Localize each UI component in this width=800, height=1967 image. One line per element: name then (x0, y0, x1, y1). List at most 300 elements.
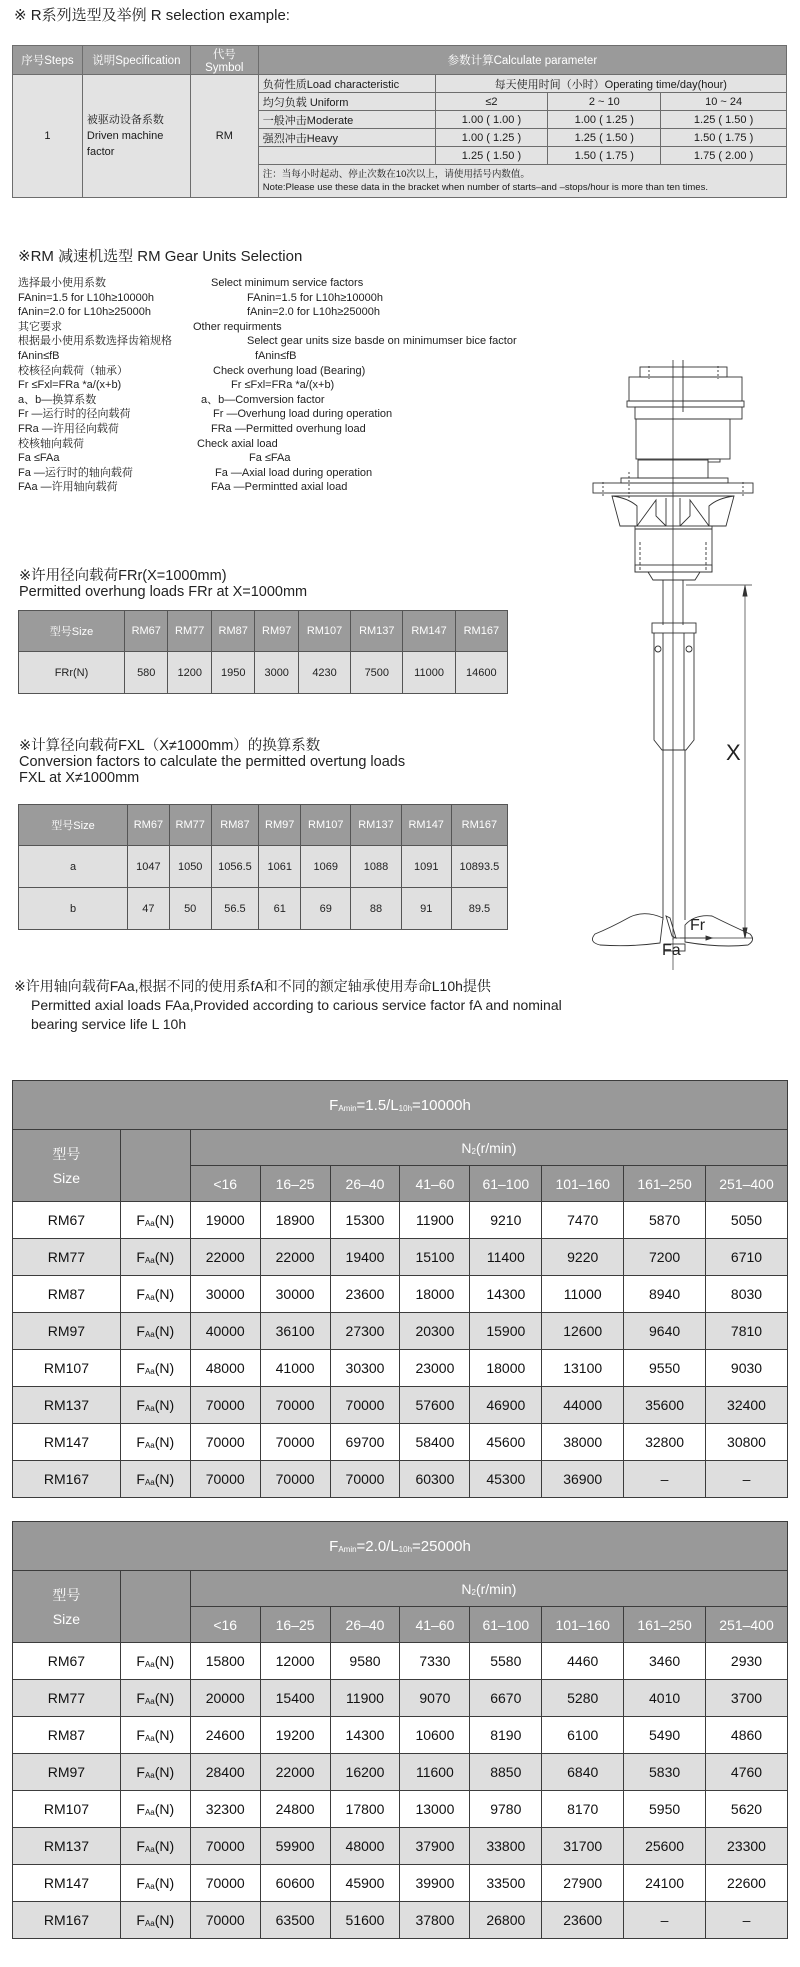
axial-load-value: 4760 (706, 1754, 788, 1791)
axial-load-value: 70000 (260, 1387, 330, 1424)
axial-load-value: 22000 (190, 1239, 260, 1276)
axial-load-value: 9550 (624, 1350, 706, 1387)
unit-end: (N) (154, 1653, 175, 1669)
unit-subscript: Aa (144, 1845, 155, 1854)
axial-load-value: 24800 (260, 1791, 330, 1828)
axial-load-value: 6100 (542, 1717, 624, 1754)
factor-b-cell: 91 (401, 888, 451, 930)
selection-line-en: fAnin=2.0 for L10h≥25000h (247, 306, 380, 319)
axial-load-value: 15300 (330, 1202, 400, 1239)
unit-subscript: Aa (144, 1293, 155, 1302)
selection-line-en: Select gear units size basde on minimumser bice factor (247, 335, 517, 348)
unit-end: (N) (154, 1323, 175, 1339)
frr-row-label: FRr(N) (19, 652, 125, 694)
size-header-cell: RM107 (298, 611, 350, 652)
size-header-cell: RM147 (403, 611, 455, 652)
axial-load-value: 60600 (260, 1865, 330, 1902)
table-row (13, 1461, 788, 1498)
axial-load-value: 70000 (190, 1828, 260, 1865)
size-cell: RM147 (13, 1865, 121, 1902)
axial-load-value: 46900 (470, 1387, 542, 1424)
size-header-cell: RM137 (351, 805, 401, 846)
selection-line (18, 334, 558, 349)
axial-load-value: 8030 (706, 1276, 788, 1313)
selection-line-cn: 校核径向载荷（轴承） (18, 364, 128, 377)
axial-load-value: 23600 (542, 1902, 624, 1939)
unit-f: F (136, 1764, 145, 1780)
size-header-cell: RM147 (401, 805, 451, 846)
speed-range-header: 101–160 (542, 1166, 624, 1202)
size-header-cell: RM97 (255, 611, 298, 652)
unit-subscript: Aa (144, 1478, 155, 1487)
note-en: Note:Please use these data in the bracket when number of starts–and –stops/hour is more than ten times. (262, 182, 708, 193)
axial-load-value: 11600 (400, 1754, 470, 1791)
speed-range-header: 61–100 (470, 1607, 542, 1643)
selection-line (18, 466, 558, 481)
spec-cn: 被驱动设备系数 (86, 114, 164, 126)
size-cell: RM107 (13, 1791, 121, 1828)
size-cell: RM97 (13, 1754, 121, 1791)
table-row (13, 1202, 788, 1239)
selection-line-en: Select minimum service factors (211, 277, 364, 289)
axial-load-value: 70000 (260, 1461, 330, 1498)
axial-load-value: 9780 (470, 1791, 542, 1828)
table-row (13, 1717, 788, 1754)
table-row (13, 1902, 788, 1939)
size-cell: RM107 (13, 1350, 121, 1387)
axial-load-value: 3460 (624, 1643, 706, 1680)
selection-line-cn: a、b—换算系数 (18, 393, 97, 406)
axial-load-value: 5050 (706, 1202, 788, 1239)
gearbox-body (636, 419, 730, 459)
top-cap (640, 367, 727, 377)
axial-load-value: 7330 (400, 1643, 470, 1680)
axial-load-value: 48000 (330, 1828, 400, 1865)
speed-unit: (r/min) (475, 1139, 517, 1156)
frr-value-cell: 14600 (455, 652, 507, 694)
size-header-en: Size (52, 1169, 81, 1186)
speed-range-header: 61–100 (470, 1166, 542, 1202)
unit-f: F (136, 1875, 145, 1891)
axial-load-value: 3700 (706, 1680, 788, 1717)
table-row (13, 1350, 788, 1387)
axial-load-value: 14300 (470, 1276, 542, 1313)
factor-b-label: b (19, 888, 128, 930)
operating-time-header: 每天使用时间（小时）Operating time/day(hour) (435, 75, 786, 93)
axial-title-en-2: bearing service life L 10h (31, 1016, 187, 1032)
section-title-r-selection: ※ R系列选型及举例 R selection example: (14, 7, 290, 24)
table-row (13, 1424, 788, 1461)
fa-label: Fa (662, 942, 681, 959)
axial-load-value: 35600 (624, 1387, 706, 1424)
frr-value-cell: 1200 (168, 652, 211, 694)
axial-load-value: 36100 (260, 1313, 330, 1350)
title-mid: =1.5/L (356, 1096, 399, 1114)
axial-load-value: 57600 (400, 1387, 470, 1424)
axial-load-value: 11400 (470, 1239, 542, 1276)
axial-load-value: 22000 (260, 1754, 330, 1791)
unit-subscript: Aa (144, 1441, 155, 1450)
factor-cell: 1.25 ( 1.50 ) (661, 111, 787, 129)
table-row (13, 1239, 788, 1276)
fxl-title-cn: ※计算径向载荷FXL（X≠1000mm）的换算系数 (19, 738, 321, 754)
unit-header-blank (120, 1130, 190, 1202)
factor-a-label: a (19, 846, 128, 888)
table-row (13, 1680, 788, 1717)
section-title-gear-units-selection: ※RM 减速机选型 RM Gear Units Selection (18, 248, 303, 265)
unit-end: (N) (154, 1434, 175, 1450)
speed-range-header: <16 (190, 1166, 260, 1202)
size-cell: RM97 (13, 1313, 121, 1350)
axial-load-value: 15400 (260, 1680, 330, 1717)
unit-cell (120, 1239, 190, 1276)
size-cell: RM147 (13, 1424, 121, 1461)
axial-load-value: 70000 (260, 1424, 330, 1461)
speed-range-header: 251–400 (706, 1166, 788, 1202)
selection-line-en: Check axial load (197, 437, 278, 450)
factor-cell: 1.00 ( 1.00 ) (435, 111, 548, 129)
axial-load-value: 70000 (330, 1387, 400, 1424)
factor-cell: 2 ~ 10 (548, 93, 661, 111)
table-note (258, 165, 786, 198)
axial-load-value: – (624, 1461, 706, 1498)
axial-load-value: 69700 (330, 1424, 400, 1461)
frr-title (19, 568, 307, 600)
axial-load-value: – (624, 1902, 706, 1939)
axial-load-value: 6840 (542, 1754, 624, 1791)
unit-subscript: Aa (144, 1660, 155, 1669)
axial-load-value: 59900 (260, 1828, 330, 1865)
axial-load-value: 13100 (542, 1350, 624, 1387)
unit-cell (120, 1461, 190, 1498)
specification-cell (82, 75, 190, 198)
factor-b-cell: 89.5 (451, 888, 507, 930)
axial-load-value: 16200 (330, 1754, 400, 1791)
note-cn: 注：当每小时起动、停止次数在10次以上，请使用括号内数值。 (262, 169, 530, 180)
axial-load-value: 4860 (706, 1717, 788, 1754)
unit-end: (N) (154, 1212, 175, 1228)
unit-subscript: Aa (144, 1404, 155, 1413)
axial-load-value: 32400 (706, 1387, 788, 1424)
axial-load-value: 18000 (400, 1276, 470, 1313)
axial-load-value: 45900 (330, 1865, 400, 1902)
axial-load-value: 8170 (542, 1791, 624, 1828)
frr-title-en: Permitted overhung loads FRr at X=1000mm (19, 584, 308, 600)
axial-load-value: 48000 (190, 1350, 260, 1387)
selection-line (18, 422, 558, 437)
selection-line-en: FRa —Permitted overhung load (211, 422, 366, 435)
axial-load-value: 60300 (400, 1461, 470, 1498)
size-header-cell: RM67 (128, 805, 170, 846)
fr-label: Fr (690, 917, 706, 934)
selection-line-en: Other requirments (193, 320, 282, 333)
selection-line (18, 393, 558, 408)
title-l-subscript: 10h (398, 1544, 413, 1554)
frr-value-cell: 3000 (255, 652, 298, 694)
frr-value-cell: 11000 (403, 652, 455, 694)
unit-cell (120, 1791, 190, 1828)
axial-load-value: 23600 (330, 1276, 400, 1313)
factor-cell: 1.25 ( 1.50 ) (435, 147, 548, 165)
axial-load-value: 18000 (470, 1350, 542, 1387)
unit-end: (N) (154, 1360, 175, 1376)
axial-load-value: 9220 (542, 1239, 624, 1276)
size-header-cell: RM107 (301, 805, 351, 846)
factor-b-cell: 88 (351, 888, 401, 930)
unit-f: F (136, 1690, 145, 1706)
axial-load-value: 9580 (330, 1643, 400, 1680)
unit-subscript: Aa (144, 1219, 155, 1228)
axial-load-value: 19400 (330, 1239, 400, 1276)
axial-load-value: 20300 (400, 1313, 470, 1350)
size-cell: RM67 (13, 1643, 121, 1680)
size-header-cell: RM87 (211, 611, 254, 652)
axial-load-value: 6670 (470, 1680, 542, 1717)
axial-load-value: 7470 (542, 1202, 624, 1239)
factor-b-cell: 56.5 (211, 888, 259, 930)
axial-load-value: 6710 (706, 1239, 788, 1276)
axial-load-value: 4010 (624, 1680, 706, 1717)
conversion-factor-table (18, 804, 508, 930)
axial-load-value: 37900 (400, 1828, 470, 1865)
unit-cell (120, 1313, 190, 1350)
unit-cell (120, 1828, 190, 1865)
axial-load-value: 22600 (706, 1865, 788, 1902)
speed-range-header: 161–250 (624, 1607, 706, 1643)
selection-line-cn: fAnin=2.0 for L10h≥25000h (18, 306, 151, 319)
axial-load-value: 4460 (542, 1643, 624, 1680)
unit-f: F (136, 1801, 145, 1817)
header-symbol: 代号Symbol (190, 46, 258, 75)
selection-line (18, 276, 558, 291)
factor-a-cell: 1056.5 (211, 846, 259, 888)
title-f: F (329, 1096, 339, 1114)
axial-load-title (14, 977, 562, 1034)
axial-load-value: 9210 (470, 1202, 542, 1239)
axial-title-en-1: Permitted axial loads FAa,Provided according to carious service factor fA and nominal (31, 997, 562, 1013)
factor-a-cell: 1088 (351, 846, 401, 888)
selection-line-en: Fa —Axial load during operation (215, 466, 373, 479)
selection-line-en: FAa —Permintted axial load (211, 481, 348, 494)
size-cell: RM167 (13, 1902, 121, 1939)
unit-cell (120, 1643, 190, 1680)
size-cell: RM67 (13, 1202, 121, 1239)
axial-load-value: 15800 (190, 1643, 260, 1680)
selection-line-cn: 其它要求 (18, 320, 62, 333)
spec-en-2: factor (86, 146, 115, 158)
header-steps: 序号Steps (13, 46, 83, 75)
speed-label: N (461, 1580, 472, 1597)
selection-line (18, 407, 558, 422)
size-header-cn: 型号 (52, 1145, 81, 1162)
axial-load-value: 27300 (330, 1313, 400, 1350)
factor-a-cell: 1050 (169, 846, 211, 888)
axial-load-value: 37800 (400, 1902, 470, 1939)
unit-end: (N) (154, 1838, 175, 1854)
axial-load-value: 70000 (190, 1461, 260, 1498)
speed-header (190, 1571, 787, 1607)
unit-subscript: Aa (144, 1734, 155, 1743)
axial-load-value: 9640 (624, 1313, 706, 1350)
table-row (13, 1313, 788, 1350)
factor-a-cell: 10893.5 (451, 846, 507, 888)
axial-load-value: 7200 (624, 1239, 706, 1276)
factor-cell: 1.50 ( 1.75 ) (548, 147, 661, 165)
unit-end: (N) (154, 1727, 175, 1743)
selection-line-cn: Fr —运行时的径向载荷 (18, 408, 131, 421)
axial-load-value: 14300 (330, 1717, 400, 1754)
selection-line-cn: fAnin≤fB (18, 349, 60, 362)
frr-value-cell: 580 (125, 652, 168, 694)
selection-line (18, 480, 558, 495)
axial-load-value: 24100 (624, 1865, 706, 1902)
unit-cell (120, 1424, 190, 1461)
table-row (13, 1643, 788, 1680)
unit-cell (120, 1276, 190, 1313)
selection-line-cn: FAa —许用轴向载荷 (18, 481, 118, 494)
agitator-gearbox-diagram (560, 340, 800, 970)
size-cell: RM77 (13, 1239, 121, 1276)
frr-table (18, 610, 508, 694)
axial-load-value: 18900 (260, 1202, 330, 1239)
fxl-title (19, 738, 405, 786)
unit-end: (N) (154, 1801, 175, 1817)
size-header-cell: RM77 (169, 805, 211, 846)
unit-end: (N) (154, 1875, 175, 1891)
size-cell: RM137 (13, 1828, 121, 1865)
unit-subscript: Aa (144, 1367, 155, 1376)
size-cell: RM87 (13, 1717, 121, 1754)
table-row (13, 1828, 788, 1865)
axial-load-value: 11900 (330, 1680, 400, 1717)
selection-steps (18, 276, 558, 495)
unit-subscript: Aa (144, 1697, 155, 1706)
size-header-cell: RM67 (125, 611, 168, 652)
axial-load-value: 13000 (400, 1791, 470, 1828)
speed-label: N (461, 1139, 472, 1156)
speed-header (190, 1130, 787, 1166)
frr-value-cell: 4230 (298, 652, 350, 694)
dimension-x-label: X (726, 740, 741, 765)
speed-unit: (r/min) (475, 1580, 517, 1597)
unit-f: F (136, 1397, 145, 1413)
unit-f: F (136, 1727, 145, 1743)
speed-range-header: 41–60 (400, 1607, 470, 1643)
unit-cell (120, 1902, 190, 1939)
table-title (13, 1081, 788, 1130)
axial-load-value: 31700 (542, 1828, 624, 1865)
speed-range-header: 161–250 (624, 1166, 706, 1202)
fxl-title-en-2: FXL at X≠1000mm (19, 770, 140, 786)
unit-subscript: Aa (144, 1919, 155, 1928)
selection-line-cn: Fa ≤FAa (18, 452, 60, 465)
size-header-cell: RM87 (211, 805, 259, 846)
size-header-cn: 型号 (52, 1586, 81, 1603)
axial-load-value: 5580 (470, 1643, 542, 1680)
unit-f: F (136, 1653, 145, 1669)
axial-load-value: 70000 (190, 1865, 260, 1902)
axial-load-value: 39900 (400, 1865, 470, 1902)
speed-subscript: 2 (471, 1587, 476, 1597)
axial-load-table-25000h (12, 1521, 788, 1939)
speed-range-header: 101–160 (542, 1607, 624, 1643)
step-number: 1 (13, 75, 83, 198)
title-l-subscript: 10h (398, 1103, 413, 1113)
axial-load-value: 9070 (400, 1680, 470, 1717)
axial-load-value: 2930 (706, 1643, 788, 1680)
load-label: 强烈冲击Heavy (258, 129, 435, 147)
selection-line (18, 291, 558, 306)
selection-line (18, 364, 558, 379)
axial-load-value: 15900 (470, 1313, 542, 1350)
load-label: 均匀负载 Uniform (258, 93, 435, 111)
frr-value-cell: 1950 (211, 652, 254, 694)
axial-load-value: – (706, 1461, 788, 1498)
factor-a-cell: 1061 (259, 846, 301, 888)
selection-line-en: a、b—Comversion factor (201, 393, 325, 406)
axial-load-value: 19000 (190, 1202, 260, 1239)
selection-line-en: Check overhung load (Bearing) (213, 364, 366, 377)
size-header: 型号Size (19, 611, 125, 652)
selection-line-en: Fr ≤Fxl=FRa *a/(x+b) (231, 379, 335, 392)
unit-f: F (136, 1249, 145, 1265)
axial-load-value: 5830 (624, 1754, 706, 1791)
axial-load-value: 26800 (470, 1902, 542, 1939)
unit-subscript: Aa (144, 1771, 155, 1780)
factor-cell: 1.00 ( 1.25 ) (435, 129, 548, 147)
speed-range-header: 16–25 (260, 1166, 330, 1202)
axial-load-value: 70000 (330, 1461, 400, 1498)
factor-cell: 1.00 ( 1.25 ) (548, 111, 661, 129)
selection-line (18, 451, 558, 466)
unit-cell (120, 1754, 190, 1791)
axial-load-value: 5620 (706, 1791, 788, 1828)
selection-line-en: Fa ≤FAa (249, 452, 291, 465)
spec-en-1: Driven machine (86, 130, 164, 142)
selection-line-cn: FRa —许用径向载荷 (18, 422, 119, 435)
unit-f: F (136, 1286, 145, 1302)
axial-load-value: 33500 (470, 1865, 542, 1902)
unit-cell (120, 1680, 190, 1717)
axial-load-value: 30800 (706, 1424, 788, 1461)
selection-line-cn: FAnin=1.5 for L10h≥10000h (18, 291, 155, 304)
axial-load-value: 32800 (624, 1424, 706, 1461)
unit-f: F (136, 1434, 145, 1450)
axial-load-value: 11900 (400, 1202, 470, 1239)
axial-load-value: 23300 (706, 1828, 788, 1865)
size-header (13, 1571, 121, 1643)
factor-b-cell: 50 (169, 888, 211, 930)
table-title (13, 1522, 788, 1571)
size-header (13, 1130, 121, 1202)
axial-load-value: 5280 (542, 1680, 624, 1717)
selection-line (18, 437, 558, 452)
unit-f: F (136, 1838, 145, 1854)
axial-load-value: 8190 (470, 1717, 542, 1754)
selection-line-en: fAnin≤fB (255, 349, 297, 362)
load-characteristic-header: 负荷性质Load characteristic (258, 75, 435, 93)
size-cell: RM167 (13, 1461, 121, 1498)
axial-load-value: 44000 (542, 1387, 624, 1424)
factor-cell: ≤2 (435, 93, 548, 111)
title-end: =25000h (412, 1537, 471, 1555)
unit-subscript: Aa (144, 1882, 155, 1891)
axial-load-value: 23000 (400, 1350, 470, 1387)
symbol-cell: RM (190, 75, 258, 198)
selection-line-cn: Fa —运行时的轴向载荷 (18, 466, 133, 479)
size-header-cell: RM77 (168, 611, 211, 652)
factor-a-cell: 1069 (301, 846, 351, 888)
